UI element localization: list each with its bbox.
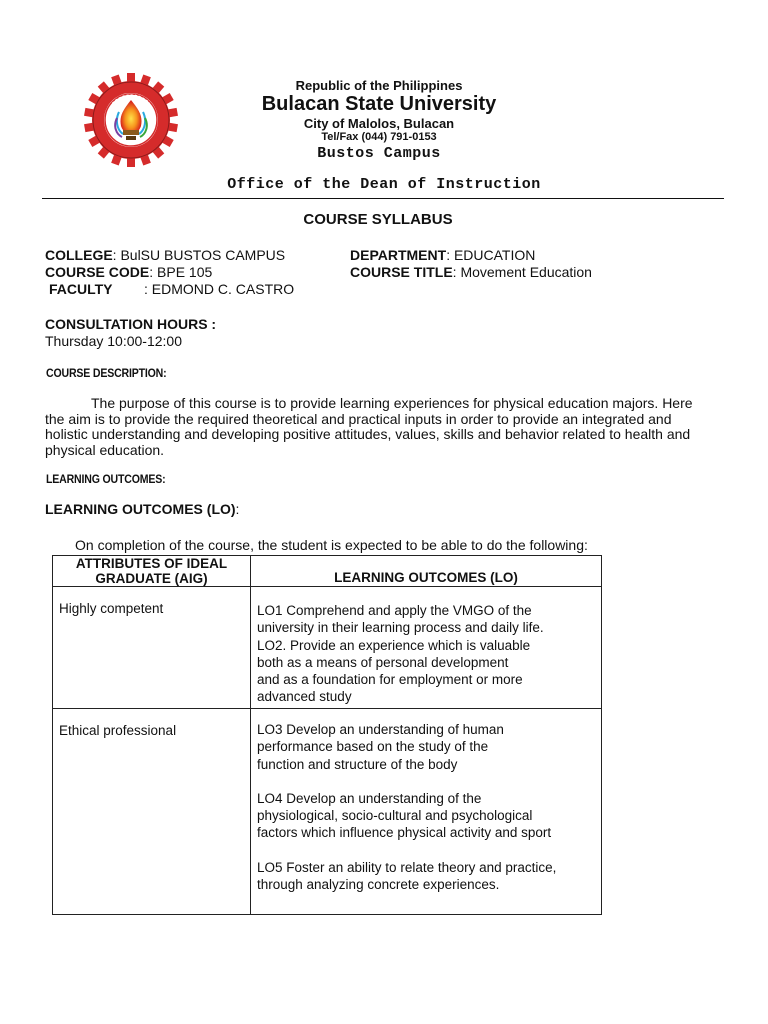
learning-outcomes-table <box>52 555 602 915</box>
outcomes-list <box>251 709 601 893</box>
attribute-text: Highly competent <box>59 601 164 616</box>
college-field <box>45 247 285 263</box>
table-header-row <box>53 556 602 587</box>
course-description-heading: COURSE DESCRIPTION: <box>46 366 167 380</box>
course-code-label: COURSE CODE <box>45 264 150 280</box>
course-description-text <box>45 396 705 458</box>
learning-outcomes-heading: LEARNING OUTCOMES: <box>46 472 166 486</box>
learning-outcomes-subheading <box>45 501 239 517</box>
telfax-number: Tel/Fax (044) 791-0153 <box>321 131 437 143</box>
aig-header <box>53 556 251 587</box>
outcome-line: physiological, socio-cultural and psychological <box>257 808 533 824</box>
outcome-line: LO5 Foster an ability to relate theory and practice, <box>257 859 557 875</box>
course-description-paragraph: The purpose of this course is to provide learning experiences for physical education majors. Here the aim is to provide the required theoretical and practical inputs in order to provide an integrated and holistic understanding and developing positive attitudes, values, skills and behavior related to health and physical education. <box>45 395 693 458</box>
header-divider <box>42 198 724 199</box>
outcomes-cell <box>251 587 602 709</box>
outcome-line: through analyzing concrete experiences. <box>257 877 500 893</box>
consultation-value: Thursday 10:00-12:00 <box>45 333 182 349</box>
document-title: COURSE SYLLABUS <box>303 211 453 228</box>
outcome-line: both as a means of personal development <box>257 654 509 670</box>
department-label: DEPARTMENT <box>350 247 447 263</box>
college-label: COLLEGE <box>45 247 113 263</box>
attribute-cell <box>53 587 251 709</box>
aig-header-line2: GRADUATE (AIG) <box>95 571 208 586</box>
campus-name: Bustos Campus <box>317 145 441 162</box>
university-name: Bulacan State University <box>261 93 497 115</box>
outcome-line: LO1 Comprehend and apply the VMGO of the <box>257 603 532 618</box>
lo-header: LEARNING OUTCOMES (LO) <box>251 556 602 587</box>
consultation-label <box>45 316 216 332</box>
department-field <box>350 247 535 263</box>
course-code-value: : BPE 105 <box>149 264 213 280</box>
lo-subheading-text: LEARNING OUTCOMES (LO) <box>45 501 236 517</box>
outcome-line: function and structure of the body <box>257 756 458 772</box>
office-name: Office of the Dean of Instruction <box>227 176 541 193</box>
outcome-line: university in their learning process and daily life. <box>257 620 544 636</box>
consultation-label-text: CONSULTATION HOURS : <box>45 316 217 332</box>
course-code-field <box>45 264 212 280</box>
outcome-line: LO2. Provide an experience which is valuable <box>257 637 531 653</box>
department-value: : EDUCATION <box>446 247 536 263</box>
outcomes-list <box>251 587 601 706</box>
outcomes-cell <box>251 709 602 915</box>
course-title-label: COURSE TITLE <box>350 264 453 280</box>
attribute-text: Ethical professional <box>59 723 177 738</box>
outcome-line: performance based on the study of the <box>257 739 489 755</box>
course-title-field <box>350 264 592 280</box>
outcome-line: and as a foundation for employment or more <box>257 672 523 688</box>
college-value: : BulSU BUSTOS CAMPUS <box>112 247 286 263</box>
attribute-cell <box>53 709 251 915</box>
faculty-value: : EDMOND C. CASTRO <box>144 281 295 297</box>
republic-heading: Republic of the Philippines <box>295 78 463 93</box>
course-title-value: : Movement Education <box>452 264 592 280</box>
outcome-line: LO4 Develop an understanding of the <box>257 790 482 806</box>
outcome-line: advanced study <box>257 689 352 705</box>
aig-header-line1: ATTRIBUTES OF IDEAL <box>75 556 228 571</box>
outcome-line: LO3 Develop an understanding of human <box>257 722 504 737</box>
outcome-spacer <box>257 773 595 790</box>
table-row <box>53 587 602 709</box>
lo-subheading-suffix: : <box>235 501 240 517</box>
university-city: City of Malolos, Bulacan <box>303 116 455 131</box>
faculty-label: FACULTY <box>49 281 113 297</box>
table-row <box>53 709 602 915</box>
outcome-line: factors which influence physical activity and sport <box>257 825 552 841</box>
outcome-spacer <box>257 842 595 859</box>
learning-outcomes-intro: On completion of the course, the student is expected to be able to do the following: <box>75 537 588 553</box>
faculty-field <box>49 281 113 297</box>
